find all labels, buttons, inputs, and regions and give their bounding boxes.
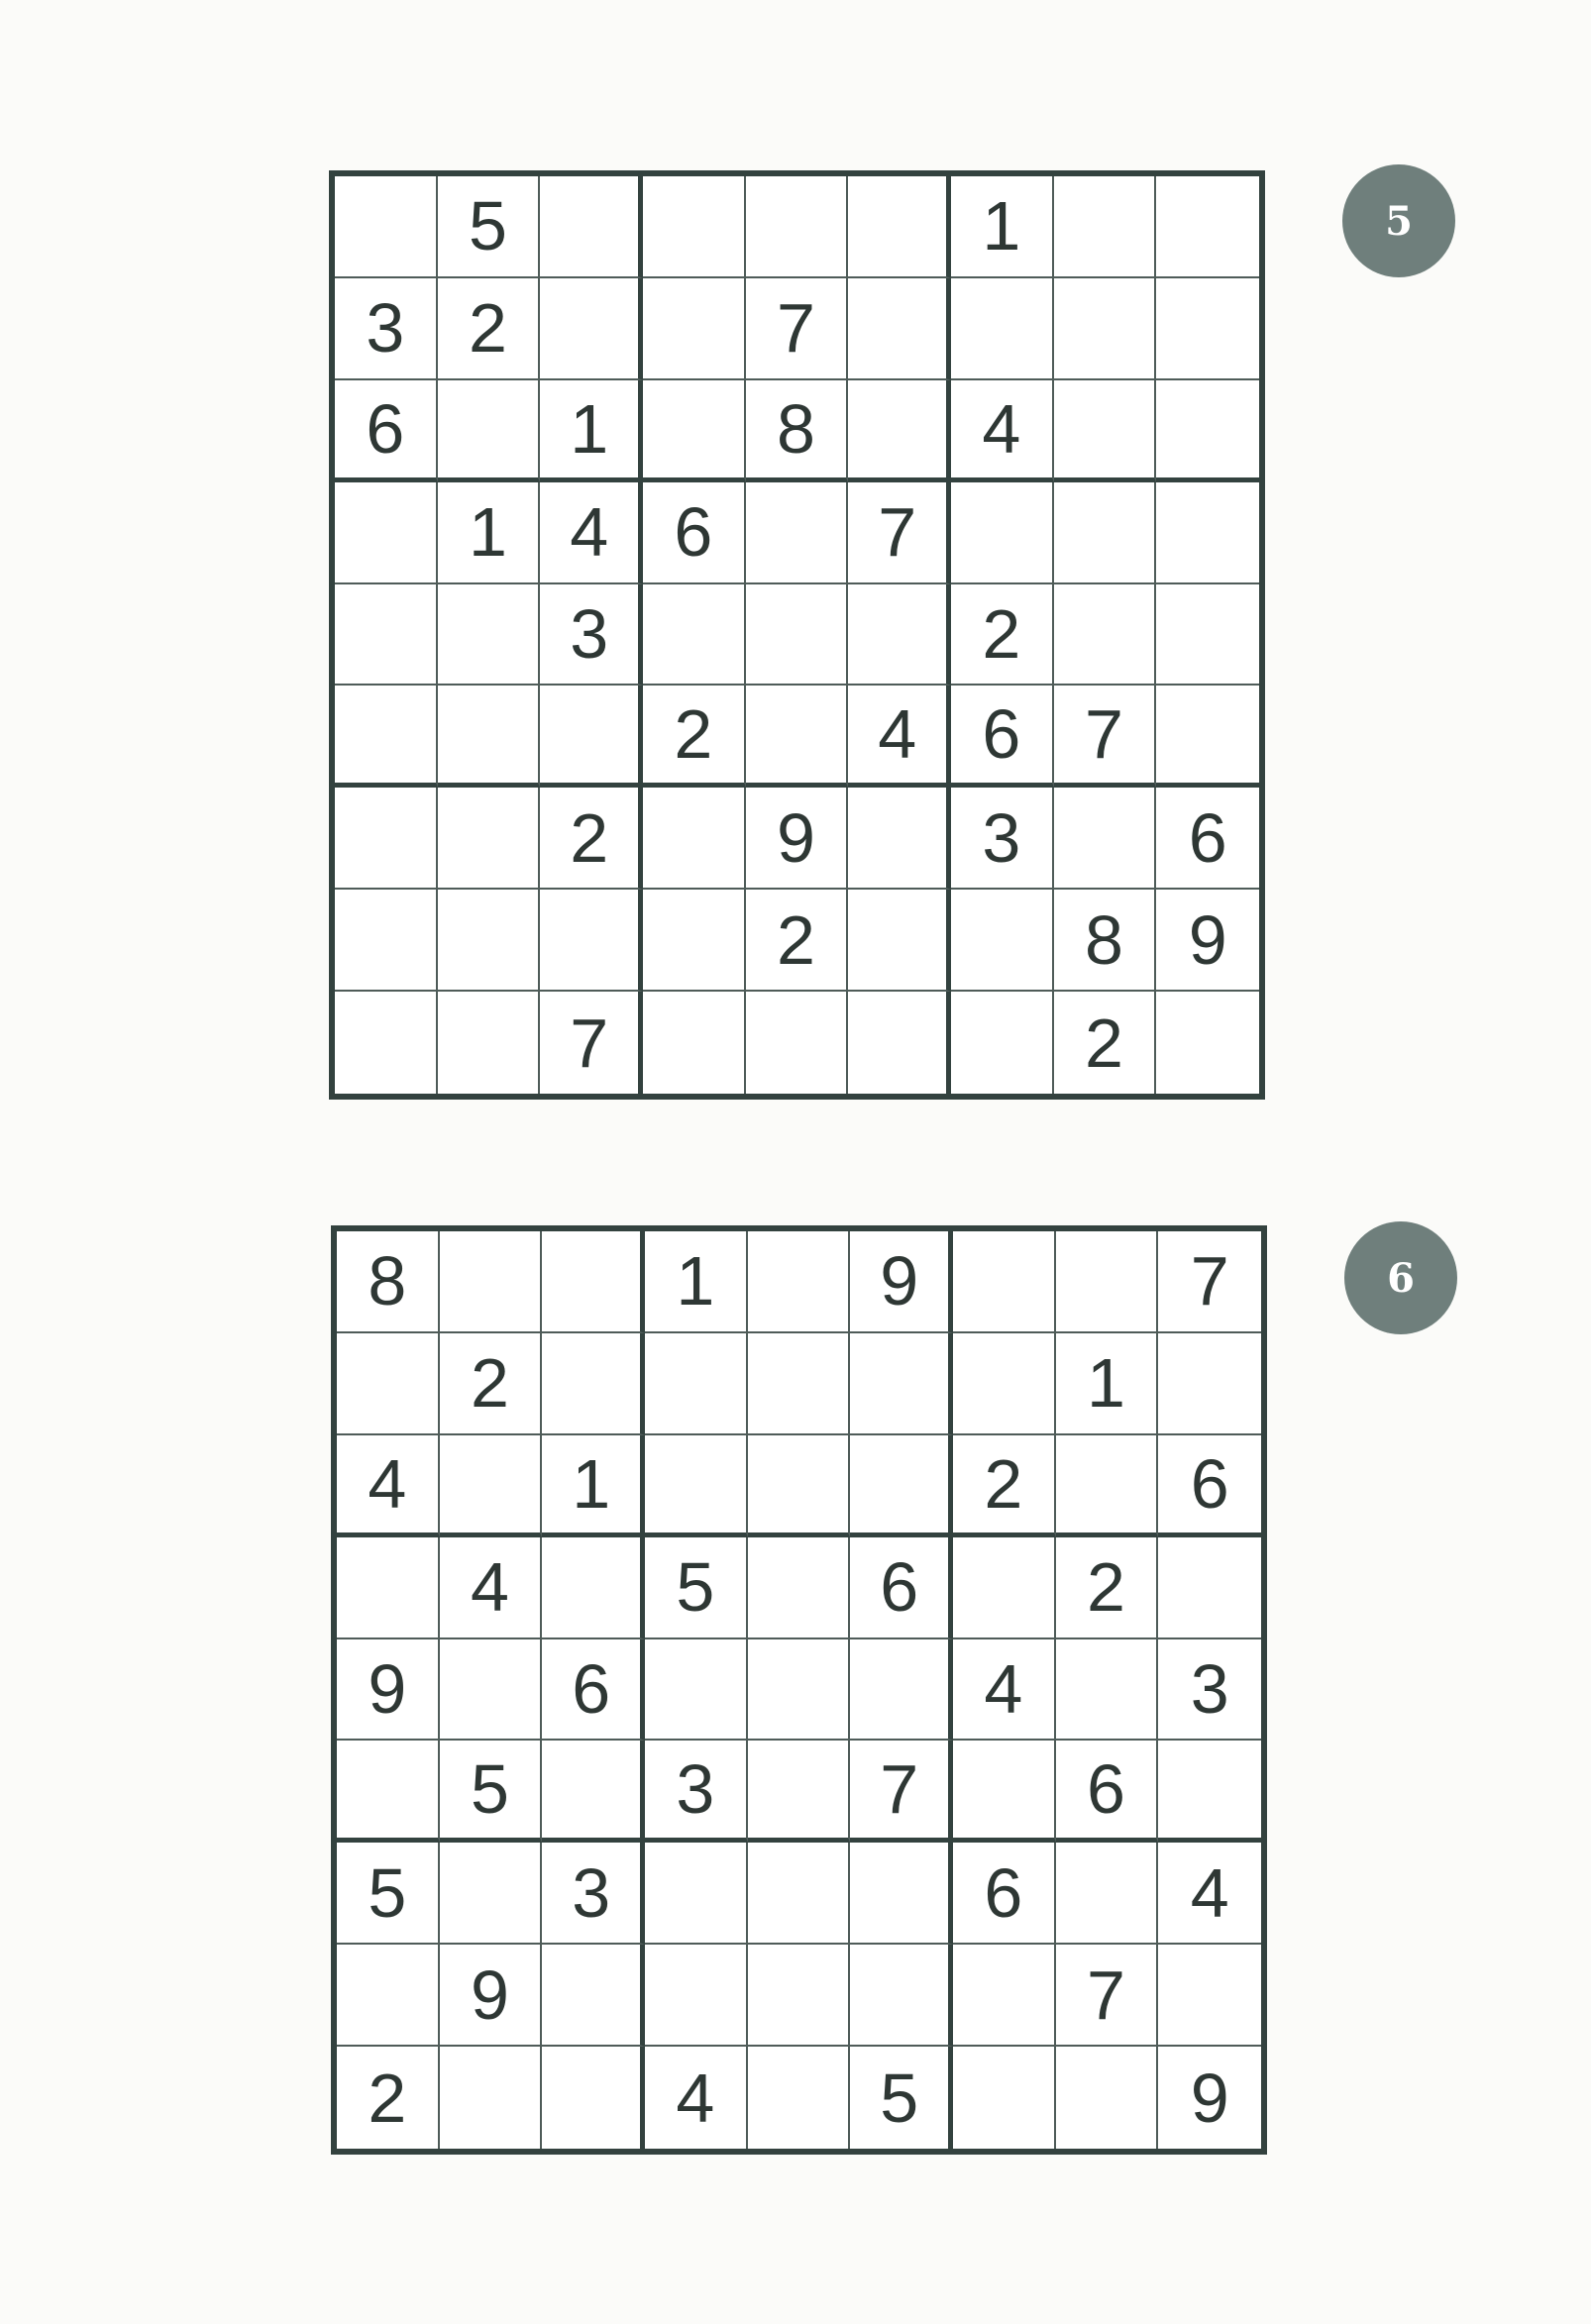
empty-cell[interactable] (335, 788, 438, 890)
empty-cell[interactable] (1156, 176, 1259, 278)
empty-cell[interactable] (953, 2047, 1056, 2149)
given-cell[interactable]: 7 (1056, 1945, 1159, 2047)
given-cell[interactable]: 9 (746, 788, 849, 890)
empty-cell[interactable] (848, 176, 951, 278)
empty-cell[interactable] (440, 1843, 543, 1945)
empty-cell[interactable] (643, 176, 746, 278)
empty-cell[interactable] (1056, 1231, 1159, 1333)
empty-cell[interactable] (645, 1435, 748, 1537)
empty-cell[interactable] (1056, 2047, 1159, 2149)
given-cell[interactable]: 9 (440, 1945, 543, 2047)
empty-cell[interactable] (748, 1639, 851, 1742)
given-cell[interactable]: 6 (1158, 1435, 1261, 1537)
given-cell[interactable]: 4 (1158, 1843, 1261, 1945)
empty-cell[interactable] (850, 1435, 953, 1537)
given-cell[interactable]: 1 (542, 1435, 645, 1537)
empty-cell[interactable] (440, 2047, 543, 2149)
empty-cell[interactable] (645, 1843, 748, 1945)
given-cell[interactable]: 7 (848, 482, 951, 584)
given-cell[interactable]: 5 (337, 1843, 440, 1945)
given-cell[interactable]: 7 (1158, 1231, 1261, 1333)
empty-cell[interactable] (645, 1333, 748, 1435)
empty-cell[interactable] (542, 2047, 645, 2149)
empty-cell[interactable] (748, 1435, 851, 1537)
given-cell[interactable]: 2 (643, 686, 746, 788)
given-cell[interactable]: 6 (335, 380, 438, 482)
given-cell[interactable]: 3 (1158, 1639, 1261, 1742)
given-cell[interactable]: 1 (951, 176, 1054, 278)
empty-cell[interactable] (1156, 380, 1259, 482)
empty-cell[interactable] (440, 1435, 543, 1537)
empty-cell[interactable] (335, 176, 438, 278)
given-cell[interactable]: 5 (438, 176, 541, 278)
empty-cell[interactable] (335, 890, 438, 992)
empty-cell[interactable] (951, 890, 1054, 992)
given-cell[interactable]: 6 (643, 482, 746, 584)
empty-cell[interactable] (1158, 1945, 1261, 2047)
empty-cell[interactable] (542, 1231, 645, 1333)
given-cell[interactable]: 4 (337, 1435, 440, 1537)
empty-cell[interactable] (748, 1843, 851, 1945)
given-cell[interactable]: 4 (440, 1537, 543, 1639)
given-cell[interactable]: 6 (850, 1537, 953, 1639)
given-cell[interactable]: 6 (1156, 788, 1259, 890)
empty-cell[interactable] (1054, 788, 1157, 890)
empty-cell[interactable] (746, 686, 849, 788)
given-cell[interactable]: 6 (951, 686, 1054, 788)
empty-cell[interactable] (850, 1945, 953, 2047)
empty-cell[interactable] (748, 1231, 851, 1333)
empty-cell[interactable] (542, 1945, 645, 2047)
empty-cell[interactable] (643, 380, 746, 482)
given-cell[interactable]: 7 (850, 1741, 953, 1843)
given-cell[interactable]: 9 (337, 1639, 440, 1742)
empty-cell[interactable] (438, 686, 541, 788)
empty-cell[interactable] (440, 1231, 543, 1333)
given-cell[interactable]: 2 (953, 1435, 1056, 1537)
empty-cell[interactable] (540, 278, 643, 380)
given-cell[interactable]: 1 (1056, 1333, 1159, 1435)
empty-cell[interactable] (1156, 584, 1259, 687)
empty-cell[interactable] (1156, 482, 1259, 584)
given-cell[interactable]: 4 (540, 482, 643, 584)
given-cell[interactable]: 3 (335, 278, 438, 380)
empty-cell[interactable] (953, 1537, 1056, 1639)
given-cell[interactable]: 8 (337, 1231, 440, 1333)
given-cell[interactable]: 1 (645, 1231, 748, 1333)
sudoku-grid-6 (331, 1225, 1267, 2155)
empty-cell[interactable] (1054, 176, 1157, 278)
empty-cell[interactable] (746, 482, 849, 584)
empty-cell[interactable] (337, 1537, 440, 1639)
given-cell[interactable]: 8 (746, 380, 849, 482)
given-cell[interactable]: 6 (1056, 1741, 1159, 1843)
empty-cell[interactable] (335, 584, 438, 687)
empty-cell[interactable] (953, 1231, 1056, 1333)
empty-cell[interactable] (440, 1639, 543, 1742)
given-cell[interactable]: 2 (951, 584, 1054, 687)
empty-cell[interactable] (953, 1945, 1056, 2047)
given-cell[interactable]: 6 (953, 1843, 1056, 1945)
empty-cell[interactable] (746, 584, 849, 687)
empty-cell[interactable] (848, 584, 951, 687)
empty-cell[interactable] (951, 992, 1054, 1094)
given-cell[interactable]: 1 (540, 380, 643, 482)
empty-cell[interactable] (1156, 686, 1259, 788)
empty-cell[interactable] (953, 1333, 1056, 1435)
given-cell[interactable]: 4 (645, 2047, 748, 2149)
empty-cell[interactable] (1156, 992, 1259, 1094)
empty-cell[interactable] (438, 890, 541, 992)
empty-cell[interactable] (337, 1333, 440, 1435)
empty-cell[interactable] (438, 788, 541, 890)
given-cell[interactable]: 1 (438, 482, 541, 584)
empty-cell[interactable] (645, 1945, 748, 2047)
given-cell[interactable]: 2 (337, 2047, 440, 2149)
empty-cell[interactable] (1054, 482, 1157, 584)
given-cell[interactable]: 2 (1056, 1537, 1159, 1639)
empty-cell[interactable] (438, 992, 541, 1094)
empty-cell[interactable] (335, 992, 438, 1094)
empty-cell[interactable] (542, 1333, 645, 1435)
given-cell[interactable]: 2 (440, 1333, 543, 1435)
given-cell[interactable]: 3 (540, 584, 643, 687)
empty-cell[interactable] (337, 1741, 440, 1843)
empty-cell[interactable] (951, 278, 1054, 380)
empty-cell[interactable] (643, 890, 746, 992)
puzzle-number-badge: 6 (1344, 1221, 1457, 1334)
given-cell[interactable]: 8 (1054, 890, 1157, 992)
given-cell[interactable]: 2 (1054, 992, 1157, 1094)
empty-cell[interactable] (748, 1741, 851, 1843)
empty-cell[interactable] (951, 482, 1054, 584)
empty-cell[interactable] (748, 2047, 851, 2149)
empty-cell[interactable] (542, 1741, 645, 1843)
given-cell[interactable]: 7 (1054, 686, 1157, 788)
empty-cell[interactable] (643, 992, 746, 1094)
empty-cell[interactable] (335, 686, 438, 788)
given-cell[interactable]: 9 (850, 1231, 953, 1333)
given-cell[interactable]: 3 (542, 1843, 645, 1945)
empty-cell[interactable] (746, 176, 849, 278)
given-cell[interactable]: 7 (746, 278, 849, 380)
sudoku-grid-5 (329, 170, 1265, 1100)
empty-cell[interactable] (848, 380, 951, 482)
empty-cell[interactable] (748, 1537, 851, 1639)
empty-cell[interactable] (1056, 1843, 1159, 1945)
given-cell[interactable]: 3 (951, 788, 1054, 890)
given-cell[interactable]: 4 (848, 686, 951, 788)
empty-cell[interactable] (643, 278, 746, 380)
empty-cell[interactable] (1158, 1741, 1261, 1843)
empty-cell[interactable] (848, 278, 951, 380)
empty-cell[interactable] (1056, 1639, 1159, 1742)
empty-cell[interactable] (1056, 1435, 1159, 1537)
empty-cell[interactable] (540, 176, 643, 278)
empty-cell[interactable] (848, 788, 951, 890)
given-cell[interactable]: 2 (438, 278, 541, 380)
empty-cell[interactable] (540, 890, 643, 992)
empty-cell[interactable] (337, 1945, 440, 2047)
given-cell[interactable]: 2 (746, 890, 849, 992)
empty-cell[interactable] (1156, 278, 1259, 380)
given-cell[interactable]: 6 (542, 1639, 645, 1742)
empty-cell[interactable] (953, 1741, 1056, 1843)
empty-cell[interactable] (848, 890, 951, 992)
empty-cell[interactable] (645, 1639, 748, 1742)
given-cell[interactable]: 3 (645, 1741, 748, 1843)
puzzle-number-badge: 5 (1342, 164, 1455, 277)
empty-cell[interactable] (335, 482, 438, 584)
given-cell[interactable]: 9 (1156, 890, 1259, 992)
given-cell[interactable]: 4 (951, 380, 1054, 482)
empty-cell[interactable] (746, 992, 849, 1094)
empty-cell[interactable] (1054, 278, 1157, 380)
empty-cell[interactable] (850, 1333, 953, 1435)
given-cell[interactable]: 2 (540, 788, 643, 890)
empty-cell[interactable] (748, 1945, 851, 2047)
given-cell[interactable]: 9 (1190, 2059, 1229, 2137)
empty-cell[interactable] (643, 584, 746, 687)
given-cell[interactable]: 5 (440, 1741, 543, 1843)
empty-cell[interactable] (748, 1333, 851, 1435)
empty-cell[interactable] (438, 584, 541, 687)
given-cell[interactable]: 7 (540, 992, 643, 1094)
empty-cell[interactable] (1158, 1537, 1261, 1639)
empty-cell[interactable] (542, 1537, 645, 1639)
empty-cell[interactable] (1054, 380, 1157, 482)
given-cell[interactable]: 4 (953, 1639, 1056, 1742)
empty-cell[interactable] (850, 1843, 953, 1945)
given-cell[interactable]: 5 (850, 2047, 953, 2149)
empty-cell[interactable] (1158, 1333, 1261, 1435)
empty-cell[interactable] (1054, 584, 1157, 687)
empty-cell[interactable] (438, 380, 541, 482)
empty-cell[interactable] (643, 788, 746, 890)
given-cell[interactable]: 5 (645, 1537, 748, 1639)
empty-cell[interactable] (850, 1639, 953, 1742)
empty-cell[interactable] (540, 686, 643, 788)
empty-cell[interactable] (848, 992, 951, 1094)
